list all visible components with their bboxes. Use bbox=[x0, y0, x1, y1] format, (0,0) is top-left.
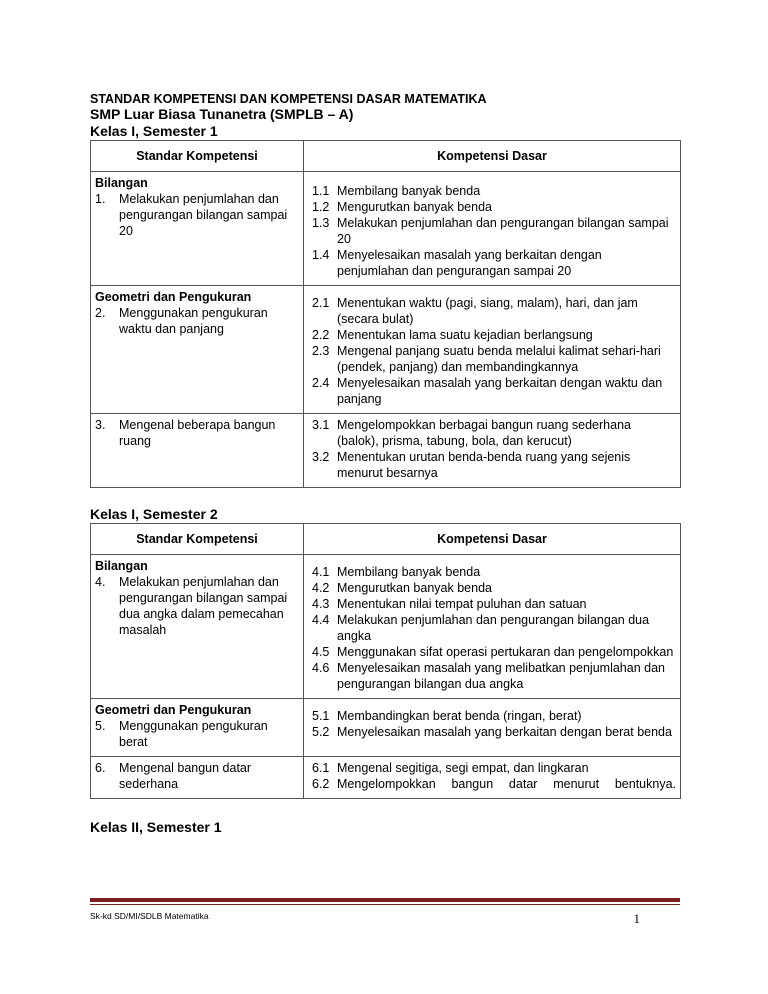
item-text: Menggunakan sifat operasi pertukaran dan pengelompokkan bbox=[337, 645, 674, 659]
item-text: Menentukan lama suatu kejadian berlangsung bbox=[337, 328, 593, 342]
column-header-standar-kompetensi: Standar Kompetensi bbox=[91, 524, 304, 555]
kompetensi-dasar-item bbox=[312, 183, 676, 199]
section-heading-kelas-1-semester-1: Kelas I, Semester 1 bbox=[90, 123, 218, 139]
item-text: Menentukan urutan benda-benda ruang yang sejenis menurut besarnya bbox=[337, 450, 631, 480]
document-page bbox=[90, 92, 680, 836]
kompetensi-dasar-item bbox=[312, 199, 676, 215]
item-text: Mengelompokkan berbagai bangun ruang sederhana (balok), prisma, tabung, bola, dan kerucut) bbox=[337, 418, 631, 448]
standar-kompetensi-item bbox=[95, 718, 299, 750]
standar-kompetensi-item bbox=[95, 191, 299, 239]
item-text: Menyelesaikan masalah yang berkaitan dengan penjumlahan dan pengurangan sampai 20 bbox=[337, 248, 602, 278]
item-text: Membilang banyak benda bbox=[337, 184, 481, 198]
item-number: 6. bbox=[95, 761, 106, 775]
item-number: 5.2 bbox=[312, 725, 330, 739]
item-number: 2.4 bbox=[312, 376, 330, 390]
document-subtitle: SMP Luar Biasa Tunanetra (SMPLB – A) bbox=[90, 106, 354, 122]
table-row bbox=[91, 172, 681, 286]
item-text: Melakukan penjumlahan dan pengurangan bilangan dua angka bbox=[337, 613, 650, 643]
item-text: Menggunakan pengukuran berat bbox=[119, 719, 268, 749]
column-header-kompetensi-dasar: Kompetensi Dasar bbox=[304, 524, 681, 555]
table-row bbox=[91, 757, 681, 799]
item-number: 4. bbox=[95, 575, 106, 589]
table-header-row bbox=[91, 524, 681, 555]
item-text: Menggunakan pengukuran waktu dan panjang bbox=[119, 306, 268, 336]
kompetensi-dasar-cell bbox=[304, 757, 681, 799]
standar-kompetensi-cell bbox=[91, 699, 304, 757]
item-number: 1.1 bbox=[312, 184, 330, 198]
kompetensi-dasar-item bbox=[312, 724, 676, 740]
item-number: 3.1 bbox=[312, 418, 330, 432]
item-text: Mengelompokkan bangun datar menurut bentuknya. bbox=[337, 777, 676, 791]
item-text: Mengurutkan banyak benda bbox=[337, 200, 492, 214]
standar-kompetensi-item bbox=[95, 305, 299, 337]
standar-kompetensi-item bbox=[95, 574, 299, 638]
kompetensi-dasar-item bbox=[312, 295, 676, 327]
item-number: 3.2 bbox=[312, 450, 330, 464]
item-text: Menyelesaikan masalah yang berkaitan dengan waktu dan panjang bbox=[337, 376, 663, 406]
kompetensi-dasar-cell bbox=[304, 172, 681, 286]
item-number: 1.4 bbox=[312, 248, 330, 262]
standar-kompetensi-cell bbox=[91, 757, 304, 799]
item-number: 1. bbox=[95, 192, 106, 206]
item-text: Menyelesaikan masalah yang melibatkan penjumlahan dan pengurangan bilangan dua angka bbox=[337, 661, 665, 691]
kompetensi-dasar-item bbox=[312, 660, 676, 692]
item-number: 2.2 bbox=[312, 328, 330, 342]
item-number: 4.2 bbox=[312, 581, 330, 595]
page-footer bbox=[90, 898, 680, 927]
item-number: 4.6 bbox=[312, 661, 330, 675]
kompetensi-dasar-item bbox=[312, 580, 676, 596]
kompetensi-dasar-cell bbox=[304, 699, 681, 757]
item-text: Menyelesaikan masalah yang berkaitan dengan berat benda bbox=[337, 725, 672, 739]
item-number: 4.5 bbox=[312, 645, 330, 659]
item-text: Mengenal segitiga, segi empat, dan lingkaran bbox=[337, 761, 589, 775]
competency-table-kelas-1-semester-1 bbox=[90, 140, 681, 488]
standar-kompetensi-cell bbox=[91, 555, 304, 699]
item-number: 3. bbox=[95, 418, 106, 432]
column-header-kompetensi-dasar: Kompetensi Dasar bbox=[304, 141, 681, 172]
standar-kompetensi-item bbox=[95, 417, 299, 449]
item-number: 2.1 bbox=[312, 296, 330, 310]
footer-rule-thin bbox=[90, 904, 680, 905]
item-text: Melakukan penjumlahan dan pengurangan bilangan sampai 20 bbox=[337, 216, 669, 246]
group-label: Geometri dan Pengukuran bbox=[95, 290, 252, 304]
kompetensi-dasar-item bbox=[312, 417, 676, 449]
footer-rule-thick bbox=[90, 898, 680, 902]
document-title: STANDAR KOMPETENSI DAN KOMPETENSI DASAR MATEMATIKA bbox=[90, 92, 487, 106]
section-heading-kelas-1-semester-2: Kelas I, Semester 2 bbox=[90, 506, 218, 522]
item-number: 5. bbox=[95, 719, 106, 733]
kompetensi-dasar-item bbox=[312, 760, 676, 776]
item-number: 6.1 bbox=[312, 761, 330, 775]
kompetensi-dasar-item bbox=[312, 776, 676, 792]
kompetensi-dasar-item bbox=[312, 247, 676, 279]
kompetensi-dasar-item bbox=[312, 343, 676, 375]
item-number: 4.1 bbox=[312, 565, 330, 579]
item-number: 2. bbox=[95, 306, 106, 320]
standar-kompetensi-cell bbox=[91, 172, 304, 286]
kompetensi-dasar-item bbox=[312, 449, 676, 481]
kompetensi-dasar-item bbox=[312, 215, 676, 247]
item-number: 4.3 bbox=[312, 597, 330, 611]
item-text: Menentukan waktu (pagi, siang, malam), hari, dan jam (secara bulat) bbox=[337, 296, 638, 326]
item-number: 5.1 bbox=[312, 709, 330, 723]
group-label: Geometri dan Pengukuran bbox=[95, 703, 252, 717]
table-header-row bbox=[91, 141, 681, 172]
item-text: Mengenal beberapa bangun ruang bbox=[119, 418, 276, 448]
standar-kompetensi-item bbox=[95, 760, 299, 792]
item-number: 1.2 bbox=[312, 200, 330, 214]
standar-kompetensi-cell bbox=[91, 414, 304, 488]
item-text: Melakukan penjumlahan dan pengurangan bilangan sampai 20 bbox=[119, 192, 288, 238]
kompetensi-dasar-cell bbox=[304, 286, 681, 414]
item-number: 6.2 bbox=[312, 777, 330, 791]
kompetensi-dasar-cell bbox=[304, 414, 681, 488]
table-row bbox=[91, 286, 681, 414]
table-row bbox=[91, 699, 681, 757]
kompetensi-dasar-item bbox=[312, 644, 676, 660]
item-number: 4.4 bbox=[312, 613, 330, 627]
table-row bbox=[91, 555, 681, 699]
kompetensi-dasar-item bbox=[312, 708, 676, 724]
kompetensi-dasar-cell bbox=[304, 555, 681, 699]
footer-text: Sk-kd SD/MI/SDLB Matematika bbox=[90, 911, 209, 921]
group-label: Bilangan bbox=[95, 559, 148, 573]
competency-table-kelas-1-semester-2 bbox=[90, 523, 681, 799]
page-number: 1 bbox=[633, 911, 640, 926]
kompetensi-dasar-item bbox=[312, 596, 676, 612]
item-text: Membilang banyak benda bbox=[337, 565, 481, 579]
item-text: Mengurutkan banyak benda bbox=[337, 581, 492, 595]
item-text: Melakukan penjumlahan dan pengurangan bilangan sampai dua angka dalam pemecahan masalah bbox=[119, 575, 288, 637]
kompetensi-dasar-item bbox=[312, 564, 676, 580]
item-text: Mengenal panjang suatu benda melalui kalimat sehari-hari (pendek, panjang) dan membandingkannya bbox=[337, 344, 661, 374]
item-number: 1.3 bbox=[312, 216, 330, 230]
kompetensi-dasar-item bbox=[312, 327, 676, 343]
standar-kompetensi-cell bbox=[91, 286, 304, 414]
table-row bbox=[91, 414, 681, 488]
item-text: Menentukan nilai tempat puluhan dan satuan bbox=[337, 597, 587, 611]
item-text: Membandingkan berat benda (ringan, berat) bbox=[337, 709, 582, 723]
item-number: 2.3 bbox=[312, 344, 330, 358]
group-label: Bilangan bbox=[95, 176, 148, 190]
kompetensi-dasar-item bbox=[312, 375, 676, 407]
section-heading-kelas-2-semester-1: Kelas II, Semester 1 bbox=[90, 819, 222, 835]
kompetensi-dasar-item bbox=[312, 612, 676, 644]
item-text: Mengenal bangun datar sederhana bbox=[119, 761, 252, 791]
column-header-standar-kompetensi: Standar Kompetensi bbox=[91, 141, 304, 172]
